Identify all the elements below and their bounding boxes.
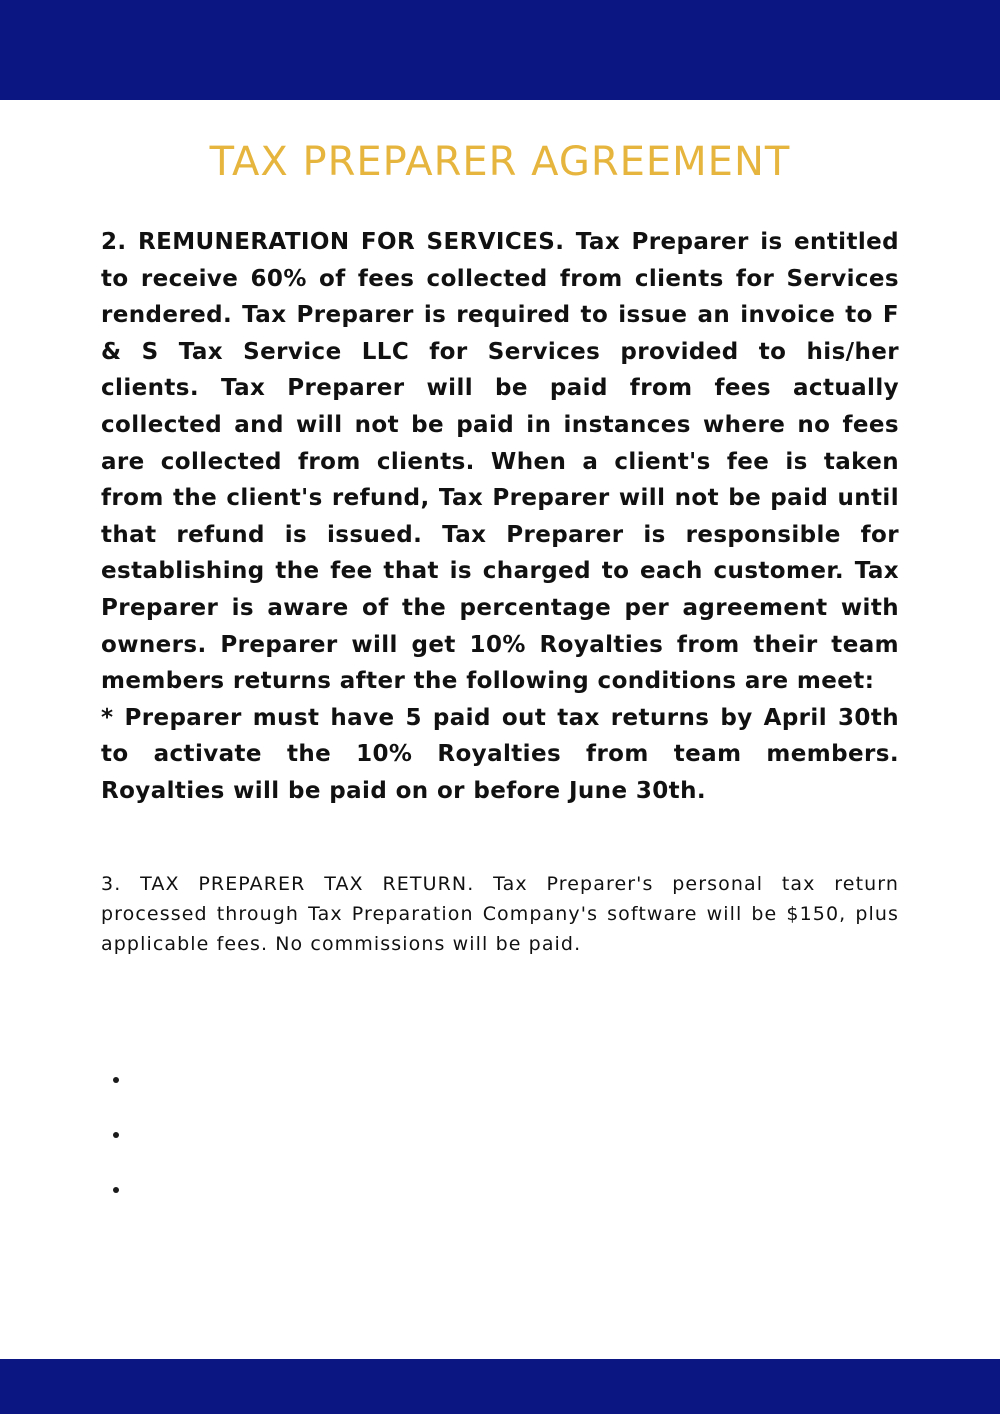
empty-bullet-list	[113, 1072, 123, 1237]
royalties-condition: * Preparer must have 5 paid out tax returns by April 30th to activate the 10% Royalties from team members. Royalties will be paid on or before June 30th.	[101, 704, 899, 804]
document-title: TAX PREPARER AGREEMENT	[209, 139, 791, 185]
section-remuneration	[101, 224, 899, 810]
footer-band	[0, 1359, 1000, 1414]
header-band	[0, 0, 1000, 100]
section-tax-return: 3. TAX PREPARER TAX RETURN. Tax Preparer's personal tax return processed through Tax Preparation Company's software will be $150, plus applicable fees. No commissions will be paid.	[101, 873, 899, 955]
list-item	[113, 1072, 123, 1127]
list-item	[113, 1127, 123, 1182]
list-item	[113, 1182, 123, 1237]
remuneration-paragraph: 2. REMUNERATION FOR SERVICES. Tax Preparer is entitled to receive 60% of fees collected from clients for Services rendered. Tax Preparer is required to issue an invoice to F & S Tax Service LLC for Services provided to his/her clients. Tax Preparer will be paid from fees actually collected and will not be paid in instances where no fees are collected from clients. When a client's fee is taken from the client's refund, Tax Preparer will not be paid until that refund is issued. Tax Preparer is responsible for establishing the fee that is charged to each customer. Tax Preparer is aware of the percentage per agreement with owners. Preparer will get 10% Royalties from their team members returns after the following conditions are meet:	[101, 229, 899, 695]
